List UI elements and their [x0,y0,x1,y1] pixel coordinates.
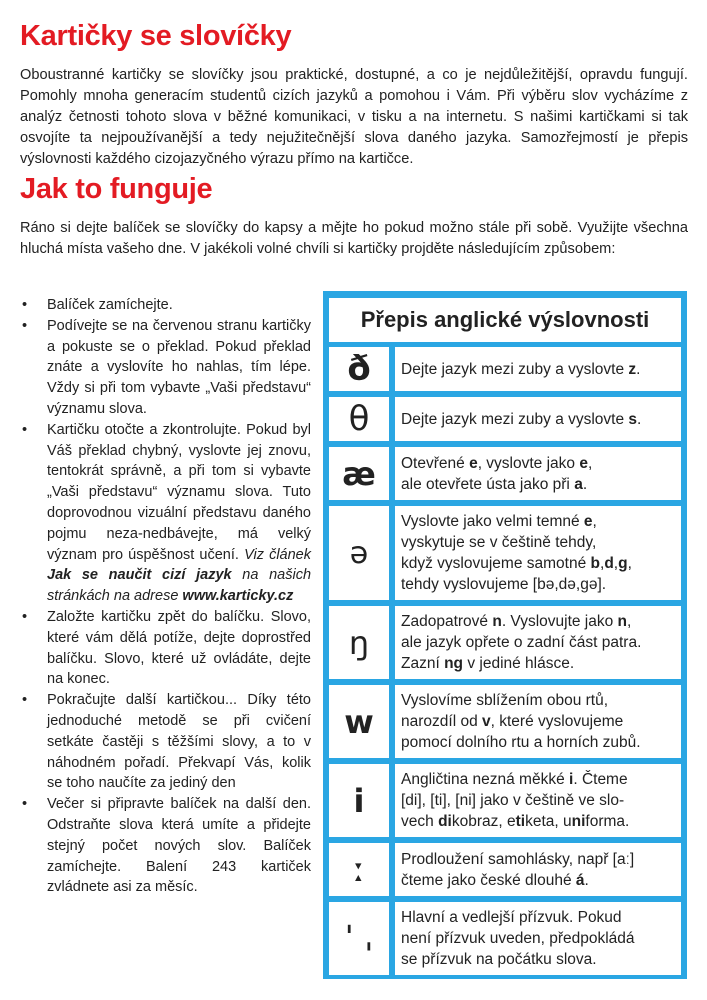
pronunciation-row [329,764,681,837]
article-link[interactable]: Jak se naučit cizí jazyk [47,567,232,584]
see-article-text: Viz článek [244,546,311,563]
ipa-symbol: ˈ ˌ [329,902,389,975]
how-it-works-title: Jak to funguje [20,173,213,205]
step-text: Kartičku otočte a zkontrolujte. Pokud byl Váš překlad chybný, vyslovte jej znovu, tentokrát správně, a při tom si vybavte „Vaši představu“ významu slova. Tuto doprovodnou vizuální představu daného pojmu neza-nedbávejte, má velký význam pro úspěšnost učení. [47,421,311,563]
ipa-symbol: w [329,685,389,758]
pronunciation-description: Zadopatrové n. Vyslovujte jako n, ale jazyk opřete o zadní část patra. Zazní ng v jediné hlásce. [395,606,681,679]
pronunciation-row [329,347,681,391]
pronunciation-description: Dejte jazyk mezi zuby a vyslovte s. [395,397,681,441]
ipa-symbol: ŋ [329,606,389,679]
list-item [20,420,311,607]
pronunciation-table [323,291,687,979]
steps-list [20,295,311,898]
ipa-symbol: æ [329,447,389,500]
pronunciation-description: Vyslovíme sblížením obou rtů, narozdíl od v, které vyslovujeme pomocí dolního rtu a horních zubů. [395,685,681,758]
pronunciation-description: Otevřené e, vyslovte jako e, ale otevřete ústa jako při a. [395,447,681,500]
list-item: • Pokračujte další kartičkou... Díky této jednoduché metodě se při cvičení setkáte častěji s těžšími slovy, a to v náhodném pořadí. Překvapí Vás, kolik se toho naučíte za jediný den [20,690,311,794]
ipa-symbol: ː [329,843,389,896]
pronunciation-row [329,506,681,600]
pronunciation-description: Angličtina nezná měkké i. Čteme [di], [ti], [ni] jako v češtině ve slo- vech dikobraz, etiketa, uniforma. [395,764,681,837]
pronunciation-row [329,606,681,679]
pronunciation-description: Hlavní a vedlejší přízvuk. Pokud není přízvuk uveden, předpokládá se přízvuk na počátku slova. [395,902,681,975]
ipa-symbol: i [329,764,389,837]
pronunciation-row [329,902,681,975]
pronunciation-row [329,397,681,441]
ipa-symbol: ð [329,347,389,391]
list-item: • Založte kartičku zpět do balíčku. Slovo, které vám dělá potíže, dejte doprostřed balíčku. Slovo, které už ovládáte, dejte na konec. [20,607,311,690]
on-website-text: na našich stránkách na adrese [47,567,312,605]
intro-paragraph: Oboustranné kartičky se slovíčky jsou praktické, dostupné, a co je nejdůležitější, opravdu fungují. Pomohly mnoha generacím studentů cizích jazyků a pomohou i Vám. Při výběru slov vycházíme z analýz četnosti tohoto slova v běžné komunikaci, v tisku a na internetu. S našimi kartičkami si tak osvojíte ta nejpoužívanější a tedy nejužitečnější slova daného jazyka. Samozřejmostí je přepis výslovnosti každého cizojazyčného výrazu přímo na kartičce. [20,67,688,167]
how-it-works-paragraph: Ráno si dejte balíček se slovíčky do kapsy a mějte ho pokud možno stále při sobě. Využijte všechna hluchá místa vašeho dne. V jakékoli volné chvíli si kartičky projděte následujícím způsobem: [20,220,688,257]
list-item: • Večer si připravte balíček na další den. Odstraňte slova která umíte a přidejte stejný počet nových slov. Balíček zamíchejte. Balení 243 kartiček zvládnete asi za měsíc. [20,794,311,898]
pronunciation-row [329,685,681,758]
pronunciation-row [329,447,681,500]
pronunciation-description: Prodloužení samohlásky, např [aː] čteme jako české dlouhé á. [395,843,681,896]
list-item: • Balíček zamíchejte. [20,295,311,316]
ipa-symbol: ə [329,506,389,600]
pronunciation-description: Vyslovte jako velmi temné e, vyskytuje se v češtině tehdy, když vyslovujeme samotné b,d,g, tehdy vyslovujeme [bə,də,gə]. [395,506,681,600]
pronunciation-table-title: Přepis anglické výslovnosti [329,298,681,342]
ipa-symbol: θ [329,397,389,441]
list-item: • Podívejte se na červenou stranu kartičky a pokuste se o překlad. Pokud překlad znáte a vyslovíte ho nahlas, tím lépe. Vždy si při tom vybavte „Vaši představu“ významu slova. [20,316,311,420]
pronunciation-row [329,843,681,896]
pronunciation-description: Dejte jazyk mezi zuby a vyslovte z. [395,347,681,391]
website-link[interactable]: www.karticky.cz [182,588,294,605]
main-title: Kartičky se slovíčky [20,20,292,52]
